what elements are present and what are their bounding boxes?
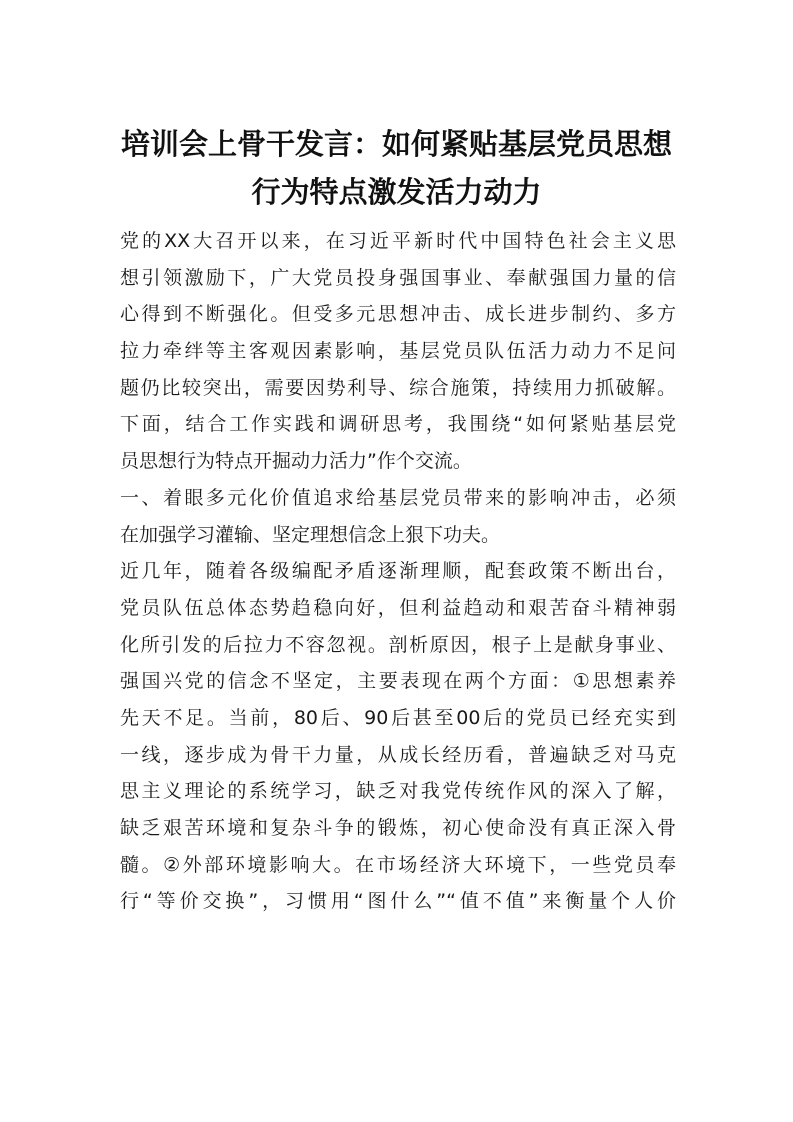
text-line: 化所引发的后拉力不容忽视。剖析原因，根子上是献身事业、 <box>120 633 676 656</box>
document-body <box>120 223 676 920</box>
text-line: 强国兴党的信念不坚定，主要表现在两个方面：①思想素养 <box>120 670 676 693</box>
text-line: 行“等价交换”，习惯用“图什么”“值不值”来衡量个人价 <box>120 890 676 913</box>
text-line: 思主义理论的系统学习，缺乏对我党传统作风的深入了解， <box>120 780 676 803</box>
text-line: 拉力牵绊等主客观因素影响，基层党员队伍活力动力不足问 <box>120 340 676 363</box>
text-line: 下面，结合工作实践和调研思考，我围绕“如何紧贴基层党 <box>120 413 676 436</box>
paragraph-analysis <box>120 553 676 920</box>
text-line: 想引领激励下，广大党员投身强国事业、奉献强国力量的信 <box>120 266 676 289</box>
text-line: 先天不足。当前，80后、90后甚至00后的党员已经充实到 <box>120 706 676 729</box>
text-line: 一线，逐步成为骨干力量，从成长经历看，普遍缺乏对马克 <box>120 743 676 766</box>
section-heading-1 <box>120 480 676 553</box>
text-line: 一、着眼多元化价值追求给基层党员带来的影响冲击，必须 <box>120 486 676 509</box>
document-title-line-1: 培训会上骨干发言：如何紧贴基层党员思想 <box>120 127 672 161</box>
text-line: 党员队伍总体态势趋稳向好，但利益趋动和艰苦奋斗精神弱 <box>120 596 676 619</box>
text-line: 髓。②外部环境影响大。在市场经济大环境下，一些党员奉 <box>120 853 676 876</box>
text-line: 缺乏艰苦环境和复杂斗争的锻炼，初心使命没有真正深入骨 <box>120 817 676 839</box>
text-line: 党的XX大召开以来，在习近平新时代中国特色社会主义思 <box>120 230 676 252</box>
text-line: 员思想行为特点开掘动力活力”作个交流。 <box>120 450 472 473</box>
text-line: 心得到不断强化。但受多元思想冲击、成长进步制约、多方 <box>120 303 676 326</box>
text-line: 近几年，随着各级编配矛盾逐渐理顺，配套政策不断出台， <box>120 560 676 583</box>
document-title-line-2: 行为特点激发活力动力 <box>251 175 542 209</box>
text-line: 题仍比较突出，需要因势利导、综合施策，持续用力抓破解。 <box>120 376 676 399</box>
paragraph-intro <box>120 223 676 480</box>
text-line: 在加强学习灌输、坚定理想信念上狠下功夫。 <box>120 523 501 546</box>
